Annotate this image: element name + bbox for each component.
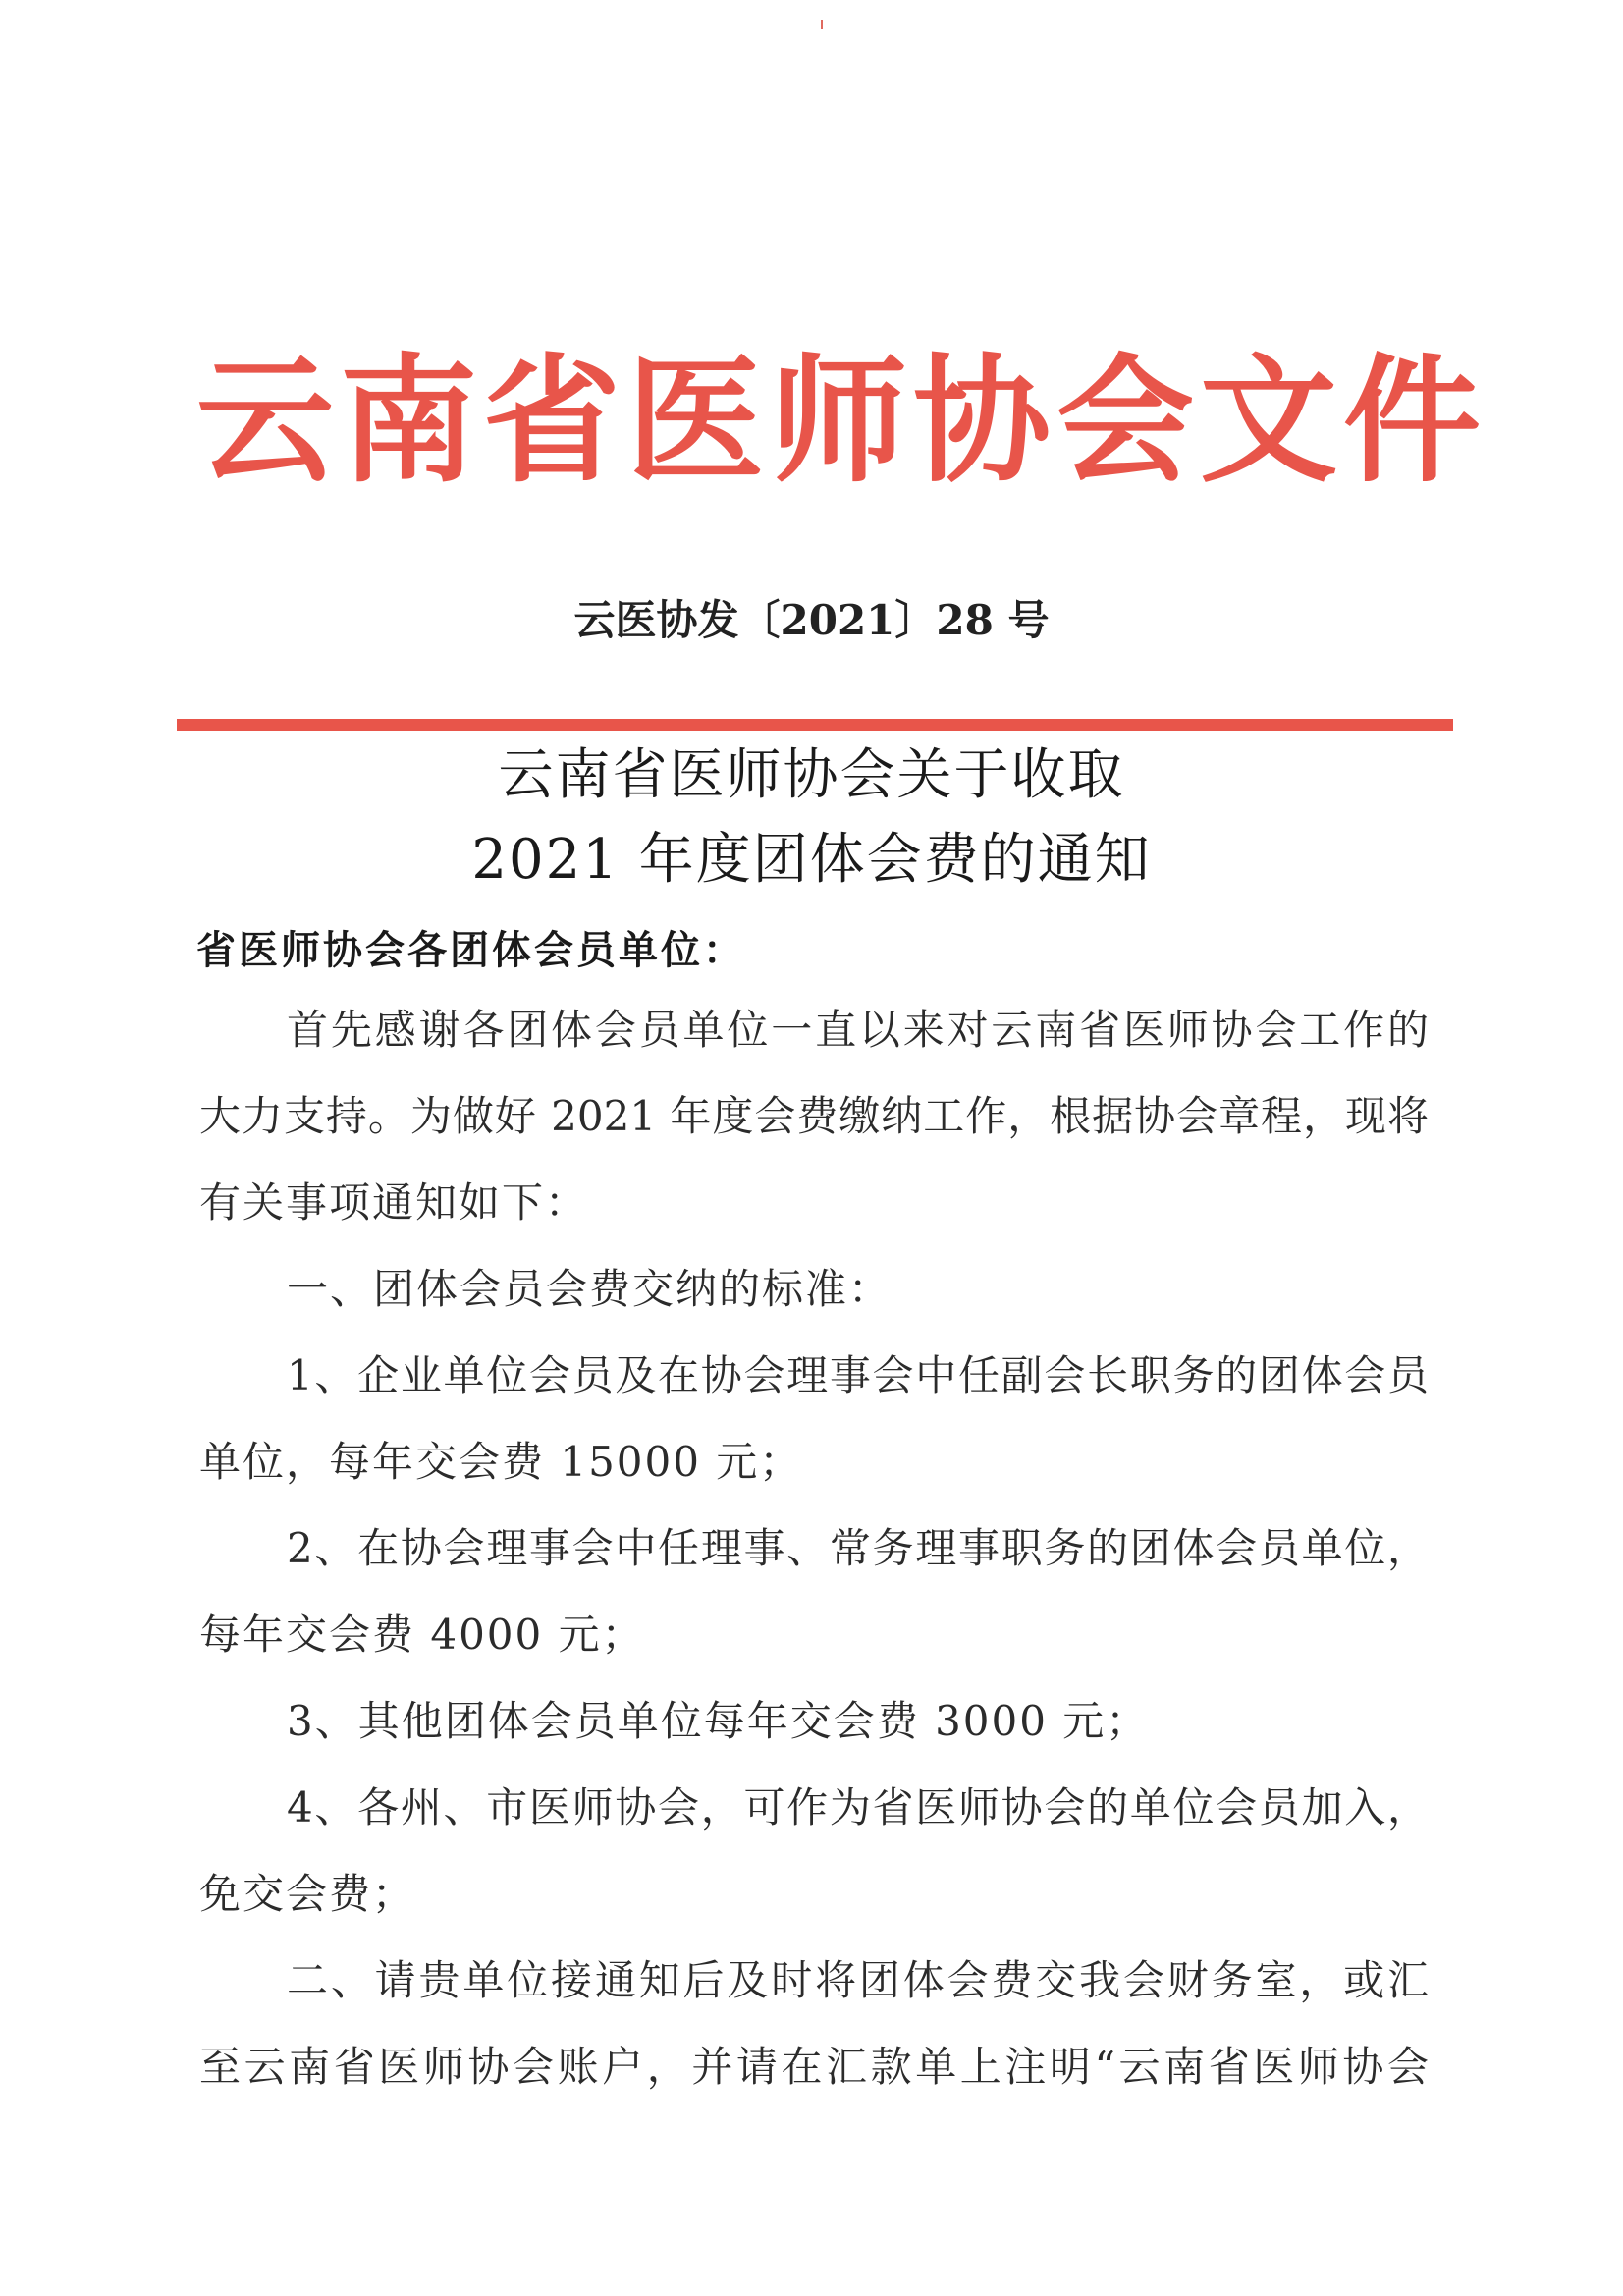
body-line: 4、各州、市医师协会，可作为省医师协会的单位会员加入， (287, 1783, 1429, 1831)
body-line: 有关事项通知如下： (199, 1178, 589, 1227)
document-number: 云医协发〔2021〕28 号 (573, 596, 1050, 644)
body-line: 至云南省医师协会账户，并请在汇款单上注明“云南省医师协会 (199, 2043, 1429, 2091)
salutation: 省医师协会各团体会员单位： (196, 927, 745, 973)
section-heading: 一、团体会员会费交纳的标准： (287, 1265, 893, 1313)
body-line: 1、企业单位会员及在协会理事会中任副会长职务的团体会员 (287, 1351, 1429, 1399)
red-divider-rule (177, 719, 1453, 731)
masthead-title: 云南省医师协会文件 (196, 342, 1488, 502)
body-line: 大力支持。为做好 2021 年度会费缴纳工作，根据协会章程，现将 (199, 1092, 1429, 1140)
notice-title-line-2: 2021 年度团体会费的通知 (471, 828, 1152, 892)
notice-title-line-1: 云南省医师协会关于收取 (498, 743, 1125, 807)
body-line: 首先感谢各团体会员单位一直以来对云南省医师协会工作的 (287, 1006, 1429, 1054)
red-tick-mark (821, 20, 823, 29)
body-line: 单位，每年交会费 15000 元； (199, 1438, 803, 1486)
section-heading: 二、请贵单位接通知后及时将团体会费交我会财务室，或汇 (287, 1956, 1429, 2004)
body-line: 每年交会费 4000 元； (199, 1611, 645, 1659)
body-line: 免交会费； (199, 1870, 416, 1918)
body-line: 2、在协会理事会中任理事、常务理事职务的团体会员单位， (287, 1524, 1429, 1572)
body-line: 3、其他团体会员单位每年交会费 3000 元； (287, 1697, 1150, 1745)
